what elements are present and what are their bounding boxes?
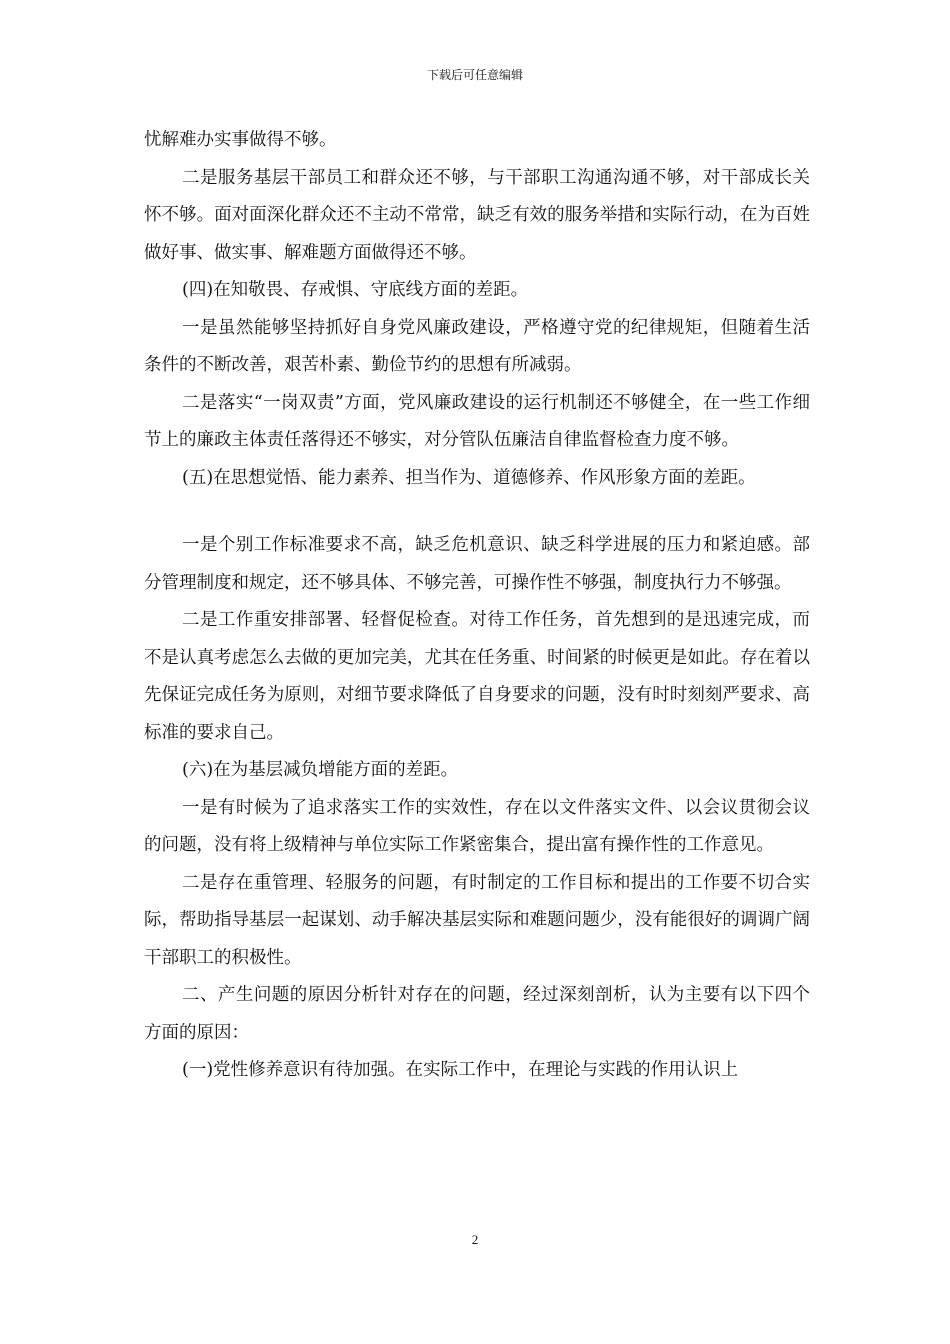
paragraph: 二是存在重管理、轻服务的问题，有时制定的工作目标和提出的工作要不切合实际，帮助指导基层一起谋划、动手解决基层实际和难题问题少，没有能很好的调调广阔干部职工的积极性。 [144, 872, 810, 968]
page-number: 2 [471, 1232, 479, 1247]
paragraph: 一是虽然能够坚持抓好自身党风廉政建设，严格遵守党的纪律规矩，但随着生活条件的不断改善，艰苦朴素、勤俭节约的思想有所减弱。 [144, 317, 810, 375]
paragraph: 二是落实“一岗双责”方面，党风廉政建设的运行机制还不够健全，在一些工作细节上的廉政主体责任落得还不够实，对分管队伍廉洁自律监督检查力度不够。 [144, 392, 810, 450]
section-heading: (六)在为基层减负增能方面的差距。 [182, 760, 459, 780]
document-body [144, 122, 810, 1090]
paragraph: 二是服务基层干部员工和群众还不够，与干部职工沟通沟通不够，对干部成长关怀不够。面对面深化群众还不主动不常常，缺乏有效的服务举措和实际行动，在为百姓做好事、做实事、解难题方面做得还不够。 [144, 167, 810, 263]
paragraph: 一是个别工作标准要求不高，缺乏危机意识、缺乏科学进展的压力和紧迫感。部分管理制度和规定，还不够具体、不够完善，可操作性不够强，制度执行力不够强。 [144, 535, 810, 593]
section-heading: (五)在思想觉悟、能力素养、担当作为、道德修养、作风形象方面的差距。 [182, 467, 756, 488]
paragraph: 二、产生问题的原因分析针对存在的问题，经过深刻剖析，认为主要有以下四个方面的原因： [144, 985, 810, 1043]
paragraph: 二是工作重安排部署、轻督促检查。对待工作任务，首先想到的是迅速完成，而不是认真考虑怎么去做的更加完美，尤其在任务重、时间紧的时候更是如此。存在着以先保证完成任务为原则，对细节要求降低了自身要求的问题，没有时时刻刻严要求、高标准的要求自己。 [144, 610, 810, 743]
paragraph: 一是有时候为了追求落实工作的实效性，存在以文件落实文件、以会议贯彻会议的问题，没有将上级精神与单位实际工作紧密集合，提出富有操作性的工作意见。 [144, 797, 810, 855]
page-header: 下载后可任意编辑 [426, 68, 523, 82]
section-heading: (一)党性修养意识有待加强。在实际工作中，在理论与实践的作用认识上 [182, 1060, 739, 1080]
section-heading: (四)在知敬畏、存戒惧、守底线方面的差距。 [182, 280, 529, 300]
paragraph: 忧解难办实事做得不够。 [144, 130, 337, 150]
